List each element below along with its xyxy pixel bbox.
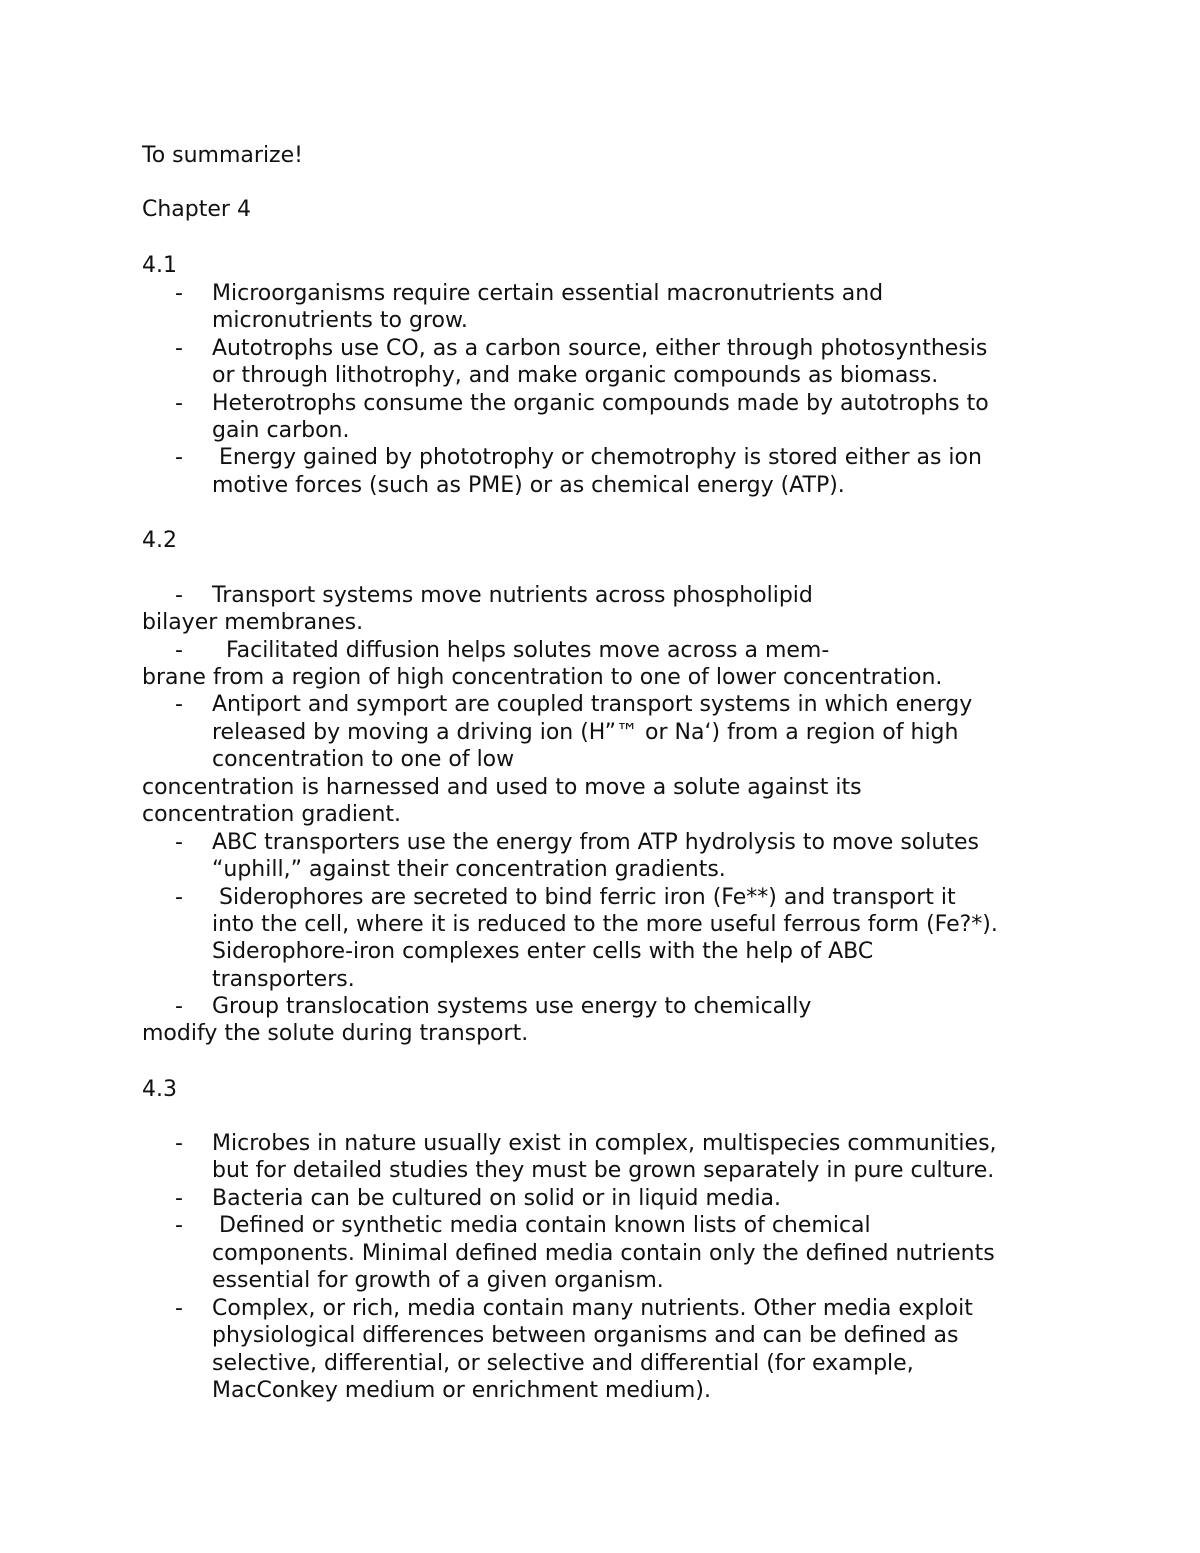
bullet-continuation: concentration to one of low	[212, 747, 515, 772]
bullet-text: Microbes in nature usually exist in complex, multispecies communities,	[212, 1131, 997, 1156]
bullet-dash: -	[175, 583, 183, 608]
bullet-text: Bacteria can be cultured on solid or in liquid media.	[212, 1186, 782, 1211]
bullet-item	[0, 1295, 1200, 1323]
bullet-text: Microorganisms require certain essential macronutrients and	[212, 281, 884, 306]
bullet-continuation: transporters.	[212, 967, 355, 992]
bullet-item	[0, 1130, 1200, 1158]
bullet-continuation: essential for growth of a given organism.	[212, 1268, 664, 1293]
paragraph-line: brane from a region of high concentration to one of lower concentration.	[142, 665, 943, 690]
document-title: To summarize!	[142, 143, 303, 168]
bullet-text: Group translocation systems use energy to chemically	[212, 994, 812, 1019]
paragraph-line: concentration is harnessed and used to move a solute against its	[142, 775, 862, 800]
section-heading-4-1: 4.1	[142, 253, 177, 278]
bullet-text: Transport systems move nutrients across phospholipid	[212, 583, 813, 608]
bullet-item	[0, 829, 1200, 857]
bullet-text: Siderophores are secreted to bind ferric iron (Fe**) and transport it	[212, 885, 956, 910]
bullet-dash: -	[175, 830, 183, 855]
bullet-dash: -	[175, 336, 183, 361]
bullet-dash: -	[175, 1296, 183, 1321]
bullet-continuation: micronutrients to grow.	[212, 308, 468, 333]
bullet-text: Antiport and symport are coupled transport systems in which energy	[212, 692, 973, 717]
bullet-dash: -	[175, 1131, 183, 1156]
bullet-item	[0, 280, 1200, 308]
bullet-continuation: or through lithotrophy, and make organic compounds as biomass.	[212, 363, 939, 388]
bullet-text: Defined or synthetic media contain known lists of chemical	[212, 1213, 871, 1238]
bullet-continuation: MacConkey medium or enrichment medium).	[212, 1378, 711, 1403]
bullet-text: Autotrophs use CO, as a carbon source, either through photosynthesis	[212, 336, 988, 361]
chapter-heading: Chapter 4	[142, 197, 251, 222]
bullet-text: ABC transporters use the energy from ATP hydrolysis to move solutes	[212, 830, 979, 855]
bullet-text: Facilitated diffusion helps solutes move across a mem-	[212, 638, 830, 663]
bullet-dash: -	[175, 994, 183, 1019]
bullet-item	[0, 884, 1200, 912]
bullet-item	[0, 1212, 1200, 1240]
bullet-item	[0, 637, 1200, 665]
bullet-dash: -	[175, 1213, 183, 1238]
paragraph-line: bilayer membranes.	[142, 610, 364, 635]
bullet-text: Heterotrophs consume the organic compounds made by autotrophs to	[212, 391, 989, 416]
bullet-continuation: “uphill,” against their concentration gradients.	[212, 857, 726, 882]
bullet-dash: -	[175, 885, 183, 910]
bullet-continuation: gain carbon.	[212, 418, 350, 443]
section-heading-4-2: 4.2	[142, 528, 177, 553]
bullet-item	[0, 691, 1200, 719]
bullet-dash: -	[175, 391, 183, 416]
bullet-item	[0, 1185, 1200, 1213]
bullet-item	[0, 335, 1200, 363]
section-heading-4-3: 4.3	[142, 1077, 177, 1102]
bullet-continuation: motive forces (such as PME) or as chemical energy (ATP).	[212, 473, 845, 498]
bullet-item	[0, 444, 1200, 472]
bullet-continuation: into the cell, where it is reduced to the more useful ferrous form (Fe?*).	[212, 912, 998, 937]
paragraph-line: concentration gradient.	[142, 802, 402, 827]
bullet-item	[0, 390, 1200, 418]
bullet-item	[0, 582, 1200, 610]
bullet-continuation: Siderophore-iron complexes enter cells with the help of ABC	[212, 939, 874, 964]
bullet-dash: -	[175, 1186, 183, 1211]
bullet-continuation: selective, differential, or selective and differential (for example,	[212, 1351, 914, 1376]
bullet-continuation: components. Minimal defined media contain only the defined nutrients	[212, 1241, 995, 1266]
bullet-dash: -	[175, 692, 183, 717]
bullet-continuation: physiological differences between organisms and can be defined as	[212, 1323, 959, 1348]
bullet-continuation: but for detailed studies they must be grown separately in pure culture.	[212, 1158, 995, 1183]
bullet-dash: -	[175, 638, 183, 663]
bullet-text: Energy gained by phototrophy or chemotrophy is stored either as ion	[212, 445, 982, 470]
bullet-continuation: released by moving a driving ion (H”™ or Na‘) from a region of high	[212, 720, 959, 745]
paragraph-line: modify the solute during transport.	[142, 1021, 529, 1046]
bullet-dash: -	[175, 445, 183, 470]
bullet-item	[0, 993, 1200, 1021]
bullet-dash: -	[175, 281, 183, 306]
bullet-text: Complex, or rich, media contain many nutrients. Other media exploit	[212, 1296, 973, 1321]
